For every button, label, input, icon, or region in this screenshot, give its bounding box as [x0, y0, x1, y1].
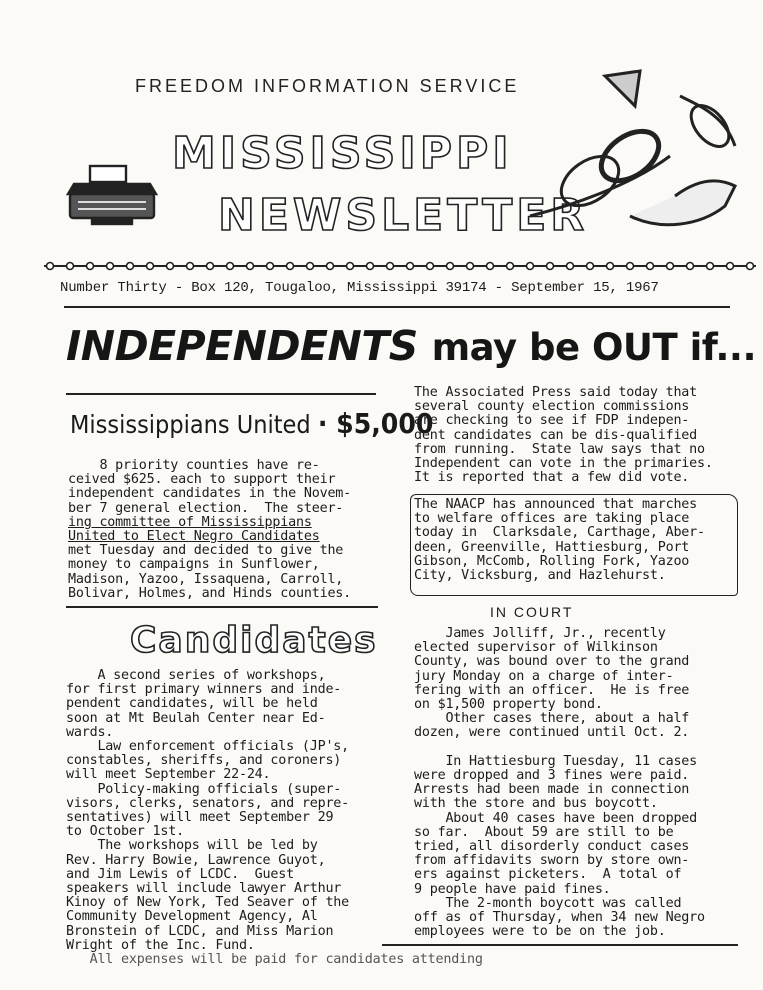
naacp-line: Gibson, McComb, Rolling Fork, Yazoo [414, 553, 690, 569]
banner-part2: may be OUT if... [431, 326, 757, 369]
cand-line: Kinoy of New York, Ted Seaver of the [66, 895, 350, 911]
naacp-line: deen, Greenville, Hattiesburg, Port [414, 539, 690, 555]
cand-line: visors, clerks, senators, and repre- [66, 795, 350, 811]
naacp-line: The NAACP has announced that marches [414, 497, 698, 512]
chain-divider [44, 258, 756, 274]
naacp-line: today in Clarksdale, Carthage, Aber- [414, 525, 705, 541]
cand-line: soon at Mt Beulah Center near Ed- [66, 710, 326, 726]
mu-line: United to Elect Negro Candidates [68, 529, 320, 545]
issue-rule [64, 306, 730, 308]
mu-amount: · $5,000 [317, 407, 434, 440]
mu-line: ceived $625. each to support their [68, 472, 336, 488]
cand-line: constables, sheriffs, and coroners) [66, 753, 342, 769]
court-line: dozen, were continued until Oct. 2. [414, 725, 690, 741]
cand-line: The workshops will be led by [66, 838, 318, 854]
issue-line: Number Thirty - Box 120, Tougaloo, Mississippi 39174 - September 15, 1967 [60, 280, 659, 296]
left-top-rule [66, 393, 376, 395]
court-line [414, 741, 705, 755]
banner-part1: INDEPENDENTS [66, 322, 418, 370]
left-mid-rule [66, 606, 378, 608]
masthead-title-line1: MISSISSIPPI [172, 128, 513, 179]
mu-article [68, 459, 351, 601]
court-line: on $1,500 property bond. [414, 697, 603, 713]
cand-line: Community Development Agency, Al [66, 909, 318, 925]
cand-line: will meet September 22-24. [66, 767, 271, 783]
in-court-heading: IN COURT [490, 604, 574, 620]
ap-line: It is reported that a few did vote. [414, 470, 690, 486]
ap-line: are checking to see if FDP indepen- [414, 413, 690, 429]
court-line: employees were to be on the job. [414, 924, 666, 940]
mu-line: ing committee of Mississippians [68, 514, 312, 530]
cand-line: pendent candidates, will be held [66, 696, 318, 712]
court-line: About 40 cases have been dropped [414, 810, 698, 826]
cand-line: Wright of the Inc. Fund. [66, 937, 255, 953]
cand-line: wards. [66, 724, 114, 740]
court-line: jury Monday on a charge of inter- [414, 668, 674, 684]
cand-line-cut: All expenses will be paid for candidates attending [66, 952, 483, 968]
mu-line: met Tuesday and decided to give the [68, 543, 344, 559]
court-line: Arrests had been made in connection [414, 782, 690, 798]
banner-headline [66, 322, 756, 370]
ap-line: several county election commissions [414, 399, 690, 415]
cand-line: for first primary winners and inde- [66, 682, 342, 698]
court-line: so far. About 59 are still to be [414, 824, 674, 840]
ap-line: The Associated Press said today that [414, 385, 698, 400]
broken-chain-icon [510, 66, 750, 251]
masthead-title-line2: NEWSLETTER [218, 190, 589, 241]
court-line: 9 people have paid fines. [414, 881, 611, 897]
court-line: tried, all disorderly conduct cases [414, 839, 690, 855]
service-name: FREEDOM INFORMATION SERVICE [135, 76, 520, 96]
court-line: elected supervisor of Wilkinson [414, 640, 658, 656]
cand-line: Rev. Harry Bowie, Lawrence Guyot, [66, 852, 326, 868]
mu-line: money to campaigns in Sunflower, [68, 557, 320, 573]
cand-line: Policy-making officials (super- [66, 781, 342, 797]
mississippians-united-headline [70, 407, 433, 440]
court-line: Other cases there, about a half [414, 711, 690, 727]
cand-line: Bronstein of LCDC, and Miss Marion [66, 923, 334, 939]
court-article [414, 627, 705, 939]
court-line: County, was bound over to the grand [414, 654, 690, 670]
ap-article [414, 386, 713, 485]
candidates-heading: Candidates [130, 620, 378, 661]
court-line: The 2-month boycott was called [414, 895, 682, 911]
court-line: with the store and bus boycott. [414, 796, 658, 812]
ap-line: dent candidates can be dis-qualified [414, 427, 698, 443]
mu-headline-text: Mississippians United [70, 410, 311, 439]
court-line: from affidavits sworn by store own- [414, 853, 690, 869]
mu-line: Bolivar, Holmes, and Hinds counties. [68, 585, 352, 601]
cand-line: sentatives) will meet September 29 [66, 810, 334, 826]
court-line: James Jolliff, Jr., recently [414, 626, 666, 641]
court-line: were dropped and 3 fines were paid. [414, 768, 690, 784]
cand-line: speakers will include lawyer Arthur [66, 881, 342, 897]
typewriter-icon [64, 160, 160, 230]
cand-line: and Jim Lewis of LCDC. Guest [66, 866, 294, 882]
naacp-line: City, Vicksburg, and Hazlehurst. [414, 568, 666, 584]
mu-line: ber 7 general election. The steer- [68, 500, 344, 516]
cand-line: to October 1st. [66, 824, 184, 840]
bottom-rule [382, 944, 738, 946]
court-line: In Hattiesburg Tuesday, 11 cases [414, 753, 698, 769]
ap-line: Independent can vote in the primaries. [414, 456, 713, 472]
ap-line: from running. State law says that no [414, 441, 705, 457]
cand-line: Law enforcement officials (JP's, [66, 739, 350, 755]
court-line: ers against picketers. A total of [414, 867, 682, 883]
naacp-article [414, 498, 705, 583]
court-line: fering with an officer. He is free [414, 682, 690, 698]
mu-line: 8 priority counties have re- [68, 458, 320, 473]
naacp-line: to welfare offices are taking place [414, 511, 690, 527]
mu-line: Madison, Yazoo, Issaquena, Carroll, [68, 571, 344, 587]
court-line: off as of Thursday, when 34 new Negro [414, 910, 705, 926]
mu-line: independent candidates in the Novem- [68, 486, 352, 502]
cand-line: A second series of workshops, [66, 668, 326, 683]
